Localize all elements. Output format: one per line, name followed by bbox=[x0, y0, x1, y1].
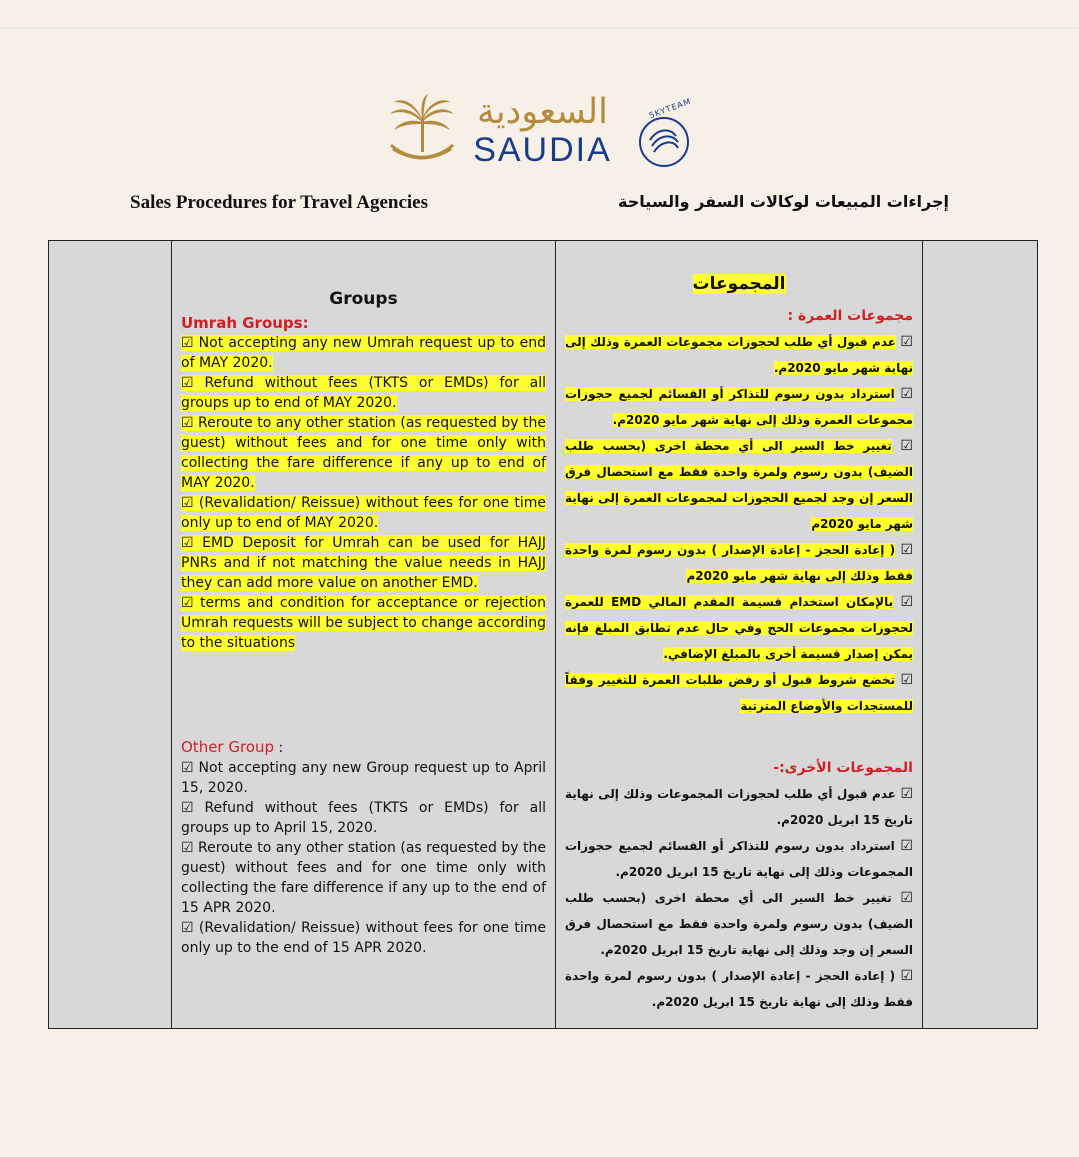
skyteam-logo bbox=[628, 96, 693, 170]
groups-title-english: Groups bbox=[329, 289, 398, 309]
list-item: ☑ Not accepting any new Umrah request up to end of MAY 2020. bbox=[181, 335, 546, 371]
list-item: ☑ terms and condition for acceptance or rejection Umrah requests will be subject to change according to the situations bbox=[181, 595, 546, 651]
list-item: ☑ Not accepting any new Group request up to April 15, 2020. bbox=[181, 760, 546, 796]
list-item: ☑ ( إعادة الحجز - إعادة الإصدار ) بدون رسوم لمرة واحدة فقط وذلك إلى نهاية تاريخ 15 ابريل 2020م. bbox=[565, 968, 913, 1009]
list-item: ☑ عدم قبول أي طلب لحجوزات مجموعات العمرة وذلك إلى نهاية شهر مايو 2020م. bbox=[565, 334, 913, 375]
brand-arabic: السعودية bbox=[477, 92, 608, 132]
list-item: ☑ Refund without fees (TKTS or EMDs) for all groups up to end of MAY 2020. bbox=[181, 375, 546, 411]
procedures-table bbox=[48, 240, 1038, 1029]
list-item: ☑ Reroute to any other station (as requested by the guest) without fees and for one time only with collecting the fare difference if any up to end of MAY 2020. bbox=[181, 415, 546, 491]
list-item: ☑ (Revalidation/ Reissue) without fees for one time only up to the end of 15 APR 2020. bbox=[181, 920, 546, 956]
list-item: ☑ استرداد بدون رسوم للتذاكر أو القسائم لجميع حجوزات المجموعات وذلك إلى نهاية تاريخ 15 ابريل 2020م. bbox=[565, 838, 913, 879]
list-item: ☑ (Revalidation/ Reissue) without fees for one time only up to end of MAY 2020. bbox=[181, 495, 546, 531]
list-item: ☑ تغيير خط السير الى أي محطة اخرى (بحسب طلب الضيف) بدون رسوم ولمرة واحدة فقط مع استحصال فرق السعر إن وجد وذلك إلى نهاية تاريخ 15 ابريل 2020م. bbox=[565, 890, 913, 957]
header-title-english: Sales Procedures for Travel Agencies bbox=[130, 192, 428, 213]
list-item: ☑ Reroute to any other station (as requested by the guest) without fees and for one time only with collecting the fare difference if any up to the end of 15 APR 2020. bbox=[181, 840, 546, 916]
list-item: ☑ ( إعادة الحجز - إعادة الإصدار ) بدون رسوم لمرة واحدة فقط وذلك إلى نهاية شهر مايو 2020م bbox=[565, 542, 913, 583]
list-item: ☑ Refund without fees (TKTS or EMDs) for all groups up to April 15, 2020. bbox=[181, 800, 546, 836]
skyteam-label: SKYTEAM bbox=[647, 96, 693, 121]
list-item: ☑ استرداد بدون رسوم للتذاكر أو القسائم لجميع حجوزات مجموعات العمرة وذلك إلى نهاية شهر مايو 2020م. bbox=[565, 386, 913, 427]
list-item: ☑ EMD Deposit for Umrah can be used for HAJJ PNRs and if not matching the value needs in HAJJ they can add more value on another EMD. bbox=[181, 535, 546, 591]
header-title-arabic: إجراءات المبيعات لوكالات السفر والسياحة bbox=[618, 192, 949, 211]
umrah-groups-heading-arabic: مجموعات العمرة : bbox=[787, 308, 913, 324]
list-item: ☑ عدم قبول أي طلب لحجوزات المجموعات وذلك إلى نهاية تاريخ 15 ابريل 2020م. bbox=[565, 786, 914, 827]
other-group-heading: Other Group bbox=[181, 738, 275, 756]
umrah-groups-heading: Umrah Groups: bbox=[181, 314, 309, 332]
list-item: ☑ تخضع شروط قبول أو رفض طلبات العمرة للتغيير وفقاً للمستجدات والأوضاع المترتبة bbox=[565, 672, 913, 713]
list-item: ☑ بالإمكان استخدام قسيمة المقدم المالي EMD للعمرة لحجوزات مجموعات الحج وفي حال عدم تطابق المبلغ فإنه يمكن إصدار قسيمة أخرى بالمبلغ الإضافي. bbox=[565, 594, 913, 661]
other-group-heading-row: Other Group : bbox=[181, 738, 284, 756]
top-divider bbox=[0, 27, 1079, 29]
margin-column-right bbox=[923, 241, 1037, 1028]
english-column bbox=[172, 241, 556, 1028]
groups-title-arabic: المجموعات bbox=[692, 274, 786, 294]
margin-column-left bbox=[49, 241, 172, 1028]
other-groups-heading-arabic: المجموعات الأخرى:- bbox=[773, 760, 913, 776]
arabic-column bbox=[556, 241, 923, 1028]
brand-wordmark bbox=[460, 92, 625, 172]
list-item: ☑ تغيير خط السير الى أي محطة اخرى (بحسب طلب الضيف) بدون رسوم ولمرة واحدة فقط مع استحصال فرق السعر إن وجد لجميع الحجوزات لمجموعات العمرة إلى نهاية شهر مايو 2020م bbox=[565, 438, 913, 531]
brand-latin: SAUDIA bbox=[473, 131, 612, 169]
